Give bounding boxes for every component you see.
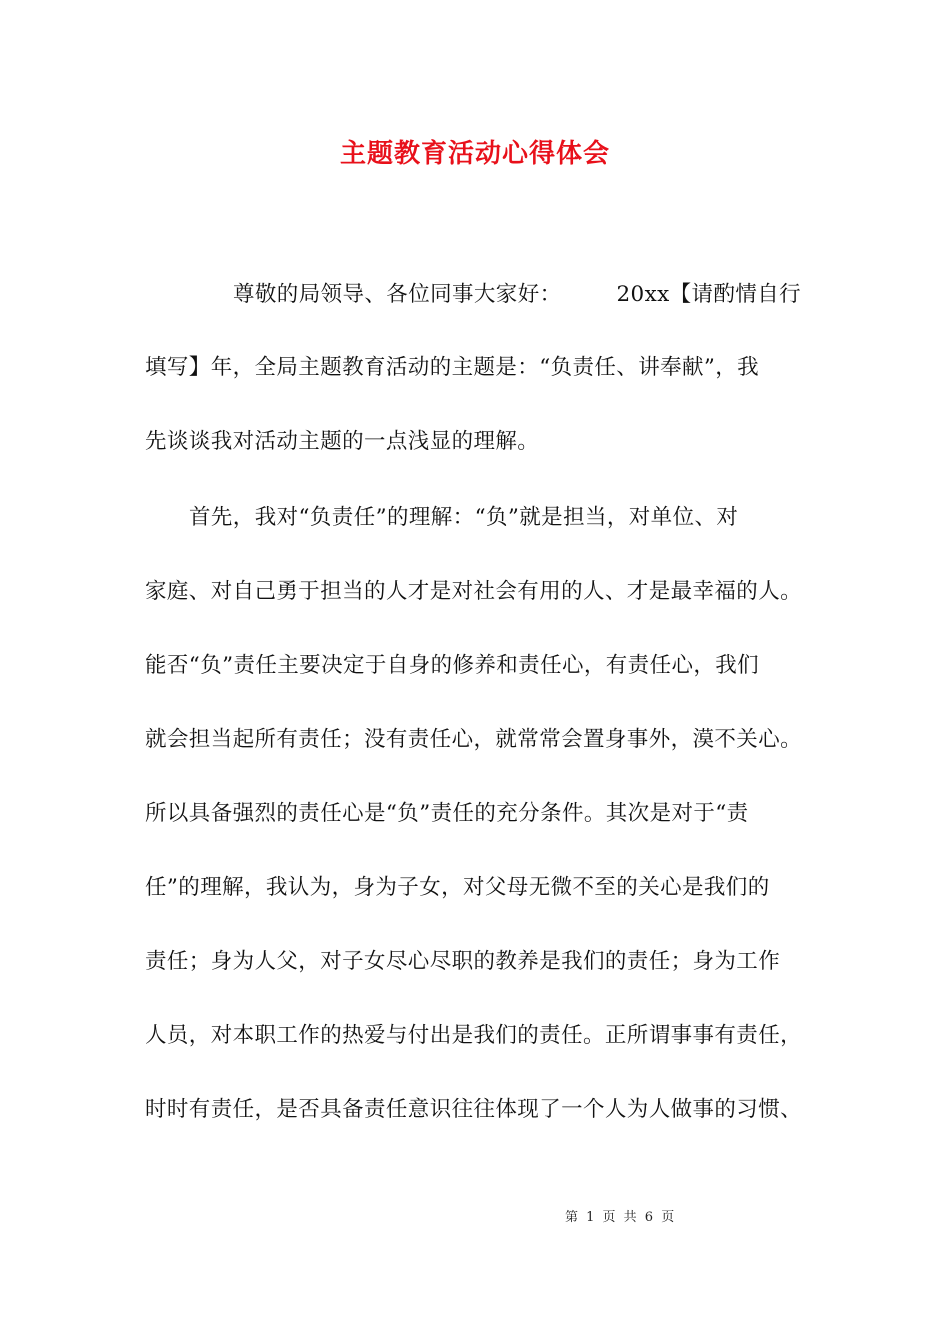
document-title: 主题教育活动心得体会: [339, 139, 610, 169]
paragraph-line: 填写】年，全局主题教育活动的主题是：“负责任、讲奉献”，我: [145, 355, 760, 380]
paragraph-line: 就会担当起所有责任；没有责任心，就常常会置身事外，漠不关心。: [145, 727, 803, 752]
paragraph-line: 所以具备强烈的责任心是“负”责任的充分条件。其次是对于“责: [145, 801, 749, 826]
paragraph-line: 能否“负”责任主要决定于自身的修养和责任心，有责任心，我们: [145, 653, 760, 678]
paragraph-line: 家庭、对自己勇于担当的人才是对社会有用的人、才是最幸福的人。: [145, 579, 803, 604]
paragraph-line: 人员，对本职工作的热爱与付出是我们的责任。正所谓事事有责任，: [145, 1023, 803, 1048]
page-number-footer: 第 1 页 共 6 页: [565, 1210, 675, 1225]
paragraph-line: 首先，我对“负责任”的理解：“负”就是担当，对单位、对: [189, 505, 739, 530]
paragraph-line: 责任；身为人父，对子女尽心尽职的教养是我们的责任；身为工作: [145, 949, 781, 974]
paragraph-line: 时时有责任，是否具备责任意识往往体现了一个人为人做事的习惯、: [145, 1097, 803, 1122]
paragraph-line: 尊敬的局领导、各位同事大家好： 20xx【请酌情自行: [233, 282, 802, 307]
paragraph-line: 任”的理解，我认为，身为子女，对父母无微不至的关心是我们的: [145, 875, 770, 900]
paragraph-line: 先谈谈我对活动主题的一点浅显的理解。: [145, 429, 540, 454]
